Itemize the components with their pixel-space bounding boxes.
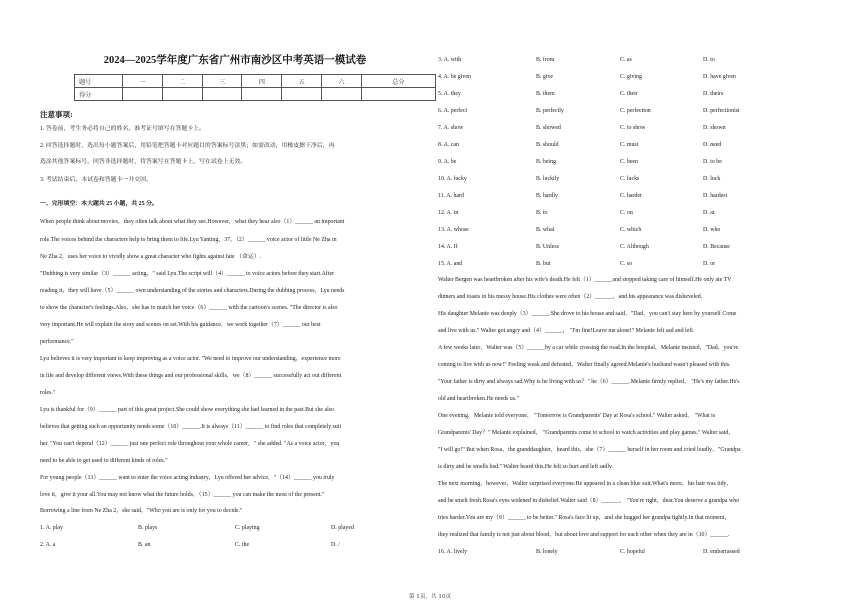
option-a: 11. A. hard [438,193,464,199]
option-a: 5. A. they [438,91,461,97]
passage-line: Lyu is thankful for（9）______ part of this great project.She could show everything she had learned in the past.But she also [40,407,334,413]
option-d: D. embarrassed [703,549,740,555]
option-d: D. to [703,57,715,63]
score-cell [162,88,202,101]
option-a: 6. A. perfect [438,108,468,114]
option-b: B. but [536,261,551,267]
passage-line: The next morning，however，Walter surprised everyone.He appeared in a clean blue suit.What's more，his hair was tidy， [438,481,733,487]
passage-line: coming to live with us now!" Feeling weak and defeated，Walter finally agreed.Melanie's husband wasn't pleased with this. [438,362,731,368]
option-c: C. playing [235,525,260,531]
option-a: 3. A. with [438,57,462,63]
section-heading: 一、完形填空：本大题共 25 小题，共 25 分。 [40,201,158,207]
option-d: D. theirs [703,91,724,97]
passage-line: need to be able to get used to different kinds of roles." [40,458,168,464]
option-d: D. need [703,142,722,148]
option-c: C. so [620,261,633,267]
option-b: B. perfectly [536,108,564,114]
score-cell: 一 [123,75,163,88]
option-b: B. being [536,159,556,165]
score-cell [242,88,282,101]
option-b: B. hardly [536,193,558,199]
passage-line: very important.He will explain the story and scenes on set.With his guidance，we work together（7）______ our best [40,322,321,328]
option-a: 8. A. can [438,142,459,148]
option-d: D. or [703,261,716,267]
option-c: C. which [620,227,642,233]
score-cell [322,88,362,101]
passage-line: love it，give it your all.You may not know what the future holds，（15）______ you can make the most of the present." [40,492,325,498]
option-d: D. hardest [703,193,728,199]
passage-line: Borrowing a line from Ne Zha 2，she said，"Who you are is only for you to decide." [40,508,243,514]
passage-line: For young people（13）______ want to enter the voice acting industry，Lyu offered her advice，"（14）______ you truly [40,475,335,481]
exam-title: 2024—2025学年度广东省广州市南沙区中考英语一模试卷 [103,55,367,66]
score-cell: 四 [242,75,282,88]
option-b: B. Unless [536,244,559,250]
passage-line: old and heartbroken.He needs us." [438,396,519,402]
option-c: C. on [620,210,633,216]
score-cell: 三 [202,75,242,88]
option-c: C. lucks [620,176,640,182]
option-a: 2. A. a [40,542,56,548]
option-a: 12. A. in [438,210,459,216]
option-d: D. played [331,525,354,531]
option-a: 9. A. be [438,159,457,165]
score-cell [361,88,435,101]
notice-heading: 注意事项: [40,110,73,119]
score-cell: 二 [162,75,202,88]
option-b: B. should [536,142,559,148]
passage-line: His daughter Melanie was deeply（3）______.She drove to his house and said，"Dad，you can't stay here by yourself.Come [438,311,737,317]
option-d: D. have given [703,74,736,80]
option-c: C. the [235,542,250,548]
option-d: D. shown [703,125,726,131]
option-b: B. give [536,74,554,80]
option-d: D. / [331,542,340,548]
passage-line: dinners and toasts in his messy house.His clothes were often（2）______，and his appearance was disheveled. [438,294,703,300]
option-c: C. been [620,159,638,165]
passage-line: and he smelt fresh.Rosa's eyes widened in disbelief.Walter said（8）______， "You're right，dear.You deserve a grandpa who [438,498,740,504]
option-c: C. Although [620,244,649,250]
notice-line: 1. 答卷前，考生务必将自己的姓名、准考证号填写在答题卡上。 [40,126,205,132]
passage-line: One evening，Melanie told everyone， "Tomorrow is Grandparents' Day at Rosa's school." Walter asked， "What is [438,413,716,419]
passage-line: is dirty and he smells bad." Walter heard this.He felt so hurt and left sadly. [438,464,614,470]
score-value-row [75,88,436,101]
option-d: D. at [703,210,715,216]
score-cell: 六 [322,75,362,88]
option-b: B. to [536,210,548,216]
option-c: C. must [620,142,639,148]
passage-line: believes that getting such an opportunity needs some（10）______.It is always（11）______ to find roles that completely suit [40,424,342,430]
option-a: 14. A. If [438,244,458,250]
option-d: D. to be [703,159,722,165]
passage-line: Lyu believes it is very important to keep improving as a voice actor. "We need to improve our understanding，experience more [40,356,341,362]
passage-line: to show the character's feelings.Also，she has to match her voice（6）______ with the cartoon's scenes. "The director is also [40,305,338,311]
passage-line: performance." [40,339,74,345]
passage-line: her. "You can't depend（12）______ just one perfect role throughout your whole career，" she added. "As a voice actor，you [40,441,340,447]
passage-line: "Your father is dirty and always sad.Why is he living with us？" he（6）______.Melanie firmly replied， "He's my father.He's [438,379,740,385]
score-cell [282,88,322,101]
option-a: 1. A. play [40,525,63,531]
page-footer: 第 1页，共 10页 [408,594,452,600]
option-c: C. harder [620,193,642,199]
option-b: B. lonely [536,549,558,555]
notice-line: 选涂其他答案标号。回答非选择题时，将答案写在答题卡上，写在试卷上无效。 [40,159,247,165]
option-d: D. perfectionist [703,108,740,114]
option-b: B. an [138,542,151,548]
option-a: 13. A. whose [438,227,469,233]
notice-line: 2. 回答选择题时，选出每小题答案后，用铅笔把答题卡对应题目的答案标号涂黑；如需改动，用橡皮擦干净后，再 [40,143,335,149]
option-c: C. hopeful [620,549,645,555]
passage-line: roles." [40,390,56,396]
passage-line: Grandparents' Day？" Melanie explained， "Grandparents come to school to watch activities and play games." Walter said， [438,430,735,436]
option-b: B. what [536,227,555,233]
option-c: C. to show [620,125,646,131]
option-c: C. perfection [620,108,651,114]
score-table [74,74,436,101]
option-b: B. showed [536,125,561,131]
option-b: B. plays [138,525,158,531]
passage-line: and live with us." Walter got angry and（4）______， "I'm fine!Leave me alone!" Melanie felt sad and left. [438,328,695,334]
passage-line: in life and develop different views.With these things and our professional skills，we（8）______ successfully act out different [40,373,342,379]
option-a: 10. A. lucky [438,176,467,182]
score-cell: 题号 [75,75,123,88]
passage-line: When people think about movies，they often talk about what they see.However，what they hear also（1）______ an important [40,219,345,225]
option-d: D. who [703,227,721,233]
passage-line: Ne Zha 2，uses her voice to vividly show a great character who fights against fate （命运）. [40,254,262,260]
passage-line: "Dubbing is very similar（3）______ acting，" said Lyu.The script will（4）______ to voice actors before they start.After [40,271,335,277]
option-a: 4. A. be given [438,74,471,80]
option-b: B. from [536,57,555,63]
option-c: C. as [620,57,632,63]
score-cell [123,88,163,101]
option-b: B. luckily [536,176,560,182]
passage-line: "I will go!" But when Rosa，the granddaughter，heard this，she（7）______ herself in her room and cried loudly，"Grandpa [438,447,741,453]
option-a: 16. A. lively [438,549,468,555]
score-cell: 总分 [361,75,435,88]
passage-line: role.The voices behind the characters help to bring them to life.Lyu Yanting，37，（2）______ voice actor of little Ne Zha in [40,237,337,243]
score-cell: 得分 [75,88,123,101]
option-d: D. Because [703,244,730,250]
option-c: C. their [620,91,638,97]
option-a: 15. A. and [438,261,463,267]
score-cell: 五 [282,75,322,88]
passage-line: tries harder.You are my（9）______ to be better." Rosa's face lit up，and she hugged her grandpa tightly.In that moment， [438,515,731,521]
option-a: 7. A. show [438,125,464,131]
option-c: C. giving [620,74,642,80]
score-header-row [75,75,436,88]
passage-line: Walter Bergen was heartbroken after his wife's death.He felt（1）______and stopped taking care of himself.He only ate TV [438,277,732,283]
option-d: D. luck [703,176,721,182]
passage-line: A few weeks later，Walter was（5）______by a car while crossing the road.In the hospital，Melanie insisted，"Dad，you're [438,345,739,351]
passage-line: they realized that family is not just about blood，but about love and support for each other when they are in（10）______. [438,532,730,538]
notice-line: 3. 考试结束后，本试卷和答题卡一并交回。 [40,177,152,183]
passage-line: reading it，they will have（5）______ own understanding of the stories and characters.During the dubbing process，Lyu needs [40,288,345,294]
option-b: B. them [536,91,555,97]
score-cell [202,88,242,101]
